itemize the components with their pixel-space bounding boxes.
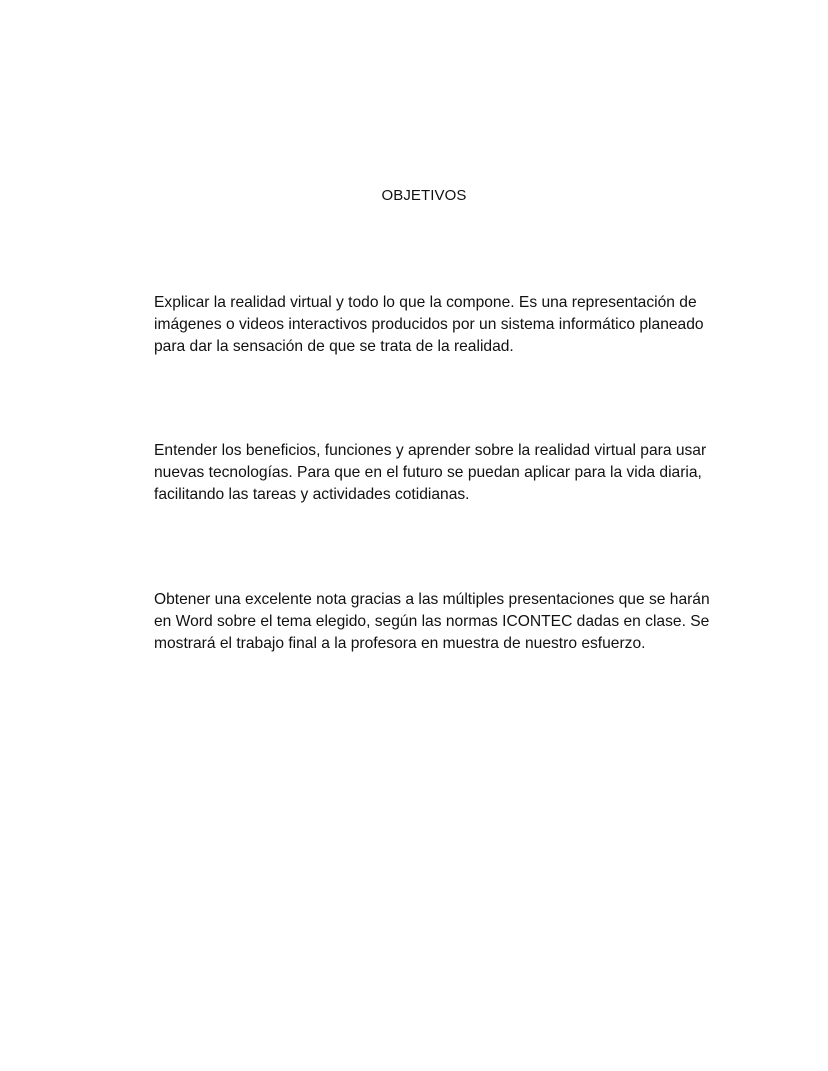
objective-paragraph-3 (154, 589, 744, 655)
paragraph-line: para dar la sensación de que se trata de la realidad. (154, 338, 514, 355)
objective-paragraph-1 (154, 292, 744, 358)
page-title: OBJETIVOS (381, 187, 467, 204)
paragraph-line: mostrará el trabajo final a la profesora en muestra de nuestro esfuerzo. (154, 635, 646, 652)
paragraph-line: facilitando las tareas y actividades cotidianas. (154, 486, 470, 503)
paragraph-line: Obtener una excelente nota gracias a las múltiples presentaciones que se harán (154, 591, 710, 608)
paragraph-line: Entender los beneficios, funciones y aprender sobre la realidad virtual para usar (154, 442, 707, 459)
objective-paragraph-2 (154, 440, 744, 506)
paragraph-line: nuevas tecnologías. Para que en el futuro se puedan aplicar para la vida diaria, (154, 464, 702, 481)
paragraph-line: en Word sobre el tema elegido, según las normas ICONTEC dadas en clase. Se (154, 613, 710, 630)
paragraph-line: Explicar la realidad virtual y todo lo que la compone. Es una representación de (154, 294, 697, 311)
paragraph-line: imágenes o videos interactivos producidos por un sistema informático planeado (154, 316, 704, 333)
